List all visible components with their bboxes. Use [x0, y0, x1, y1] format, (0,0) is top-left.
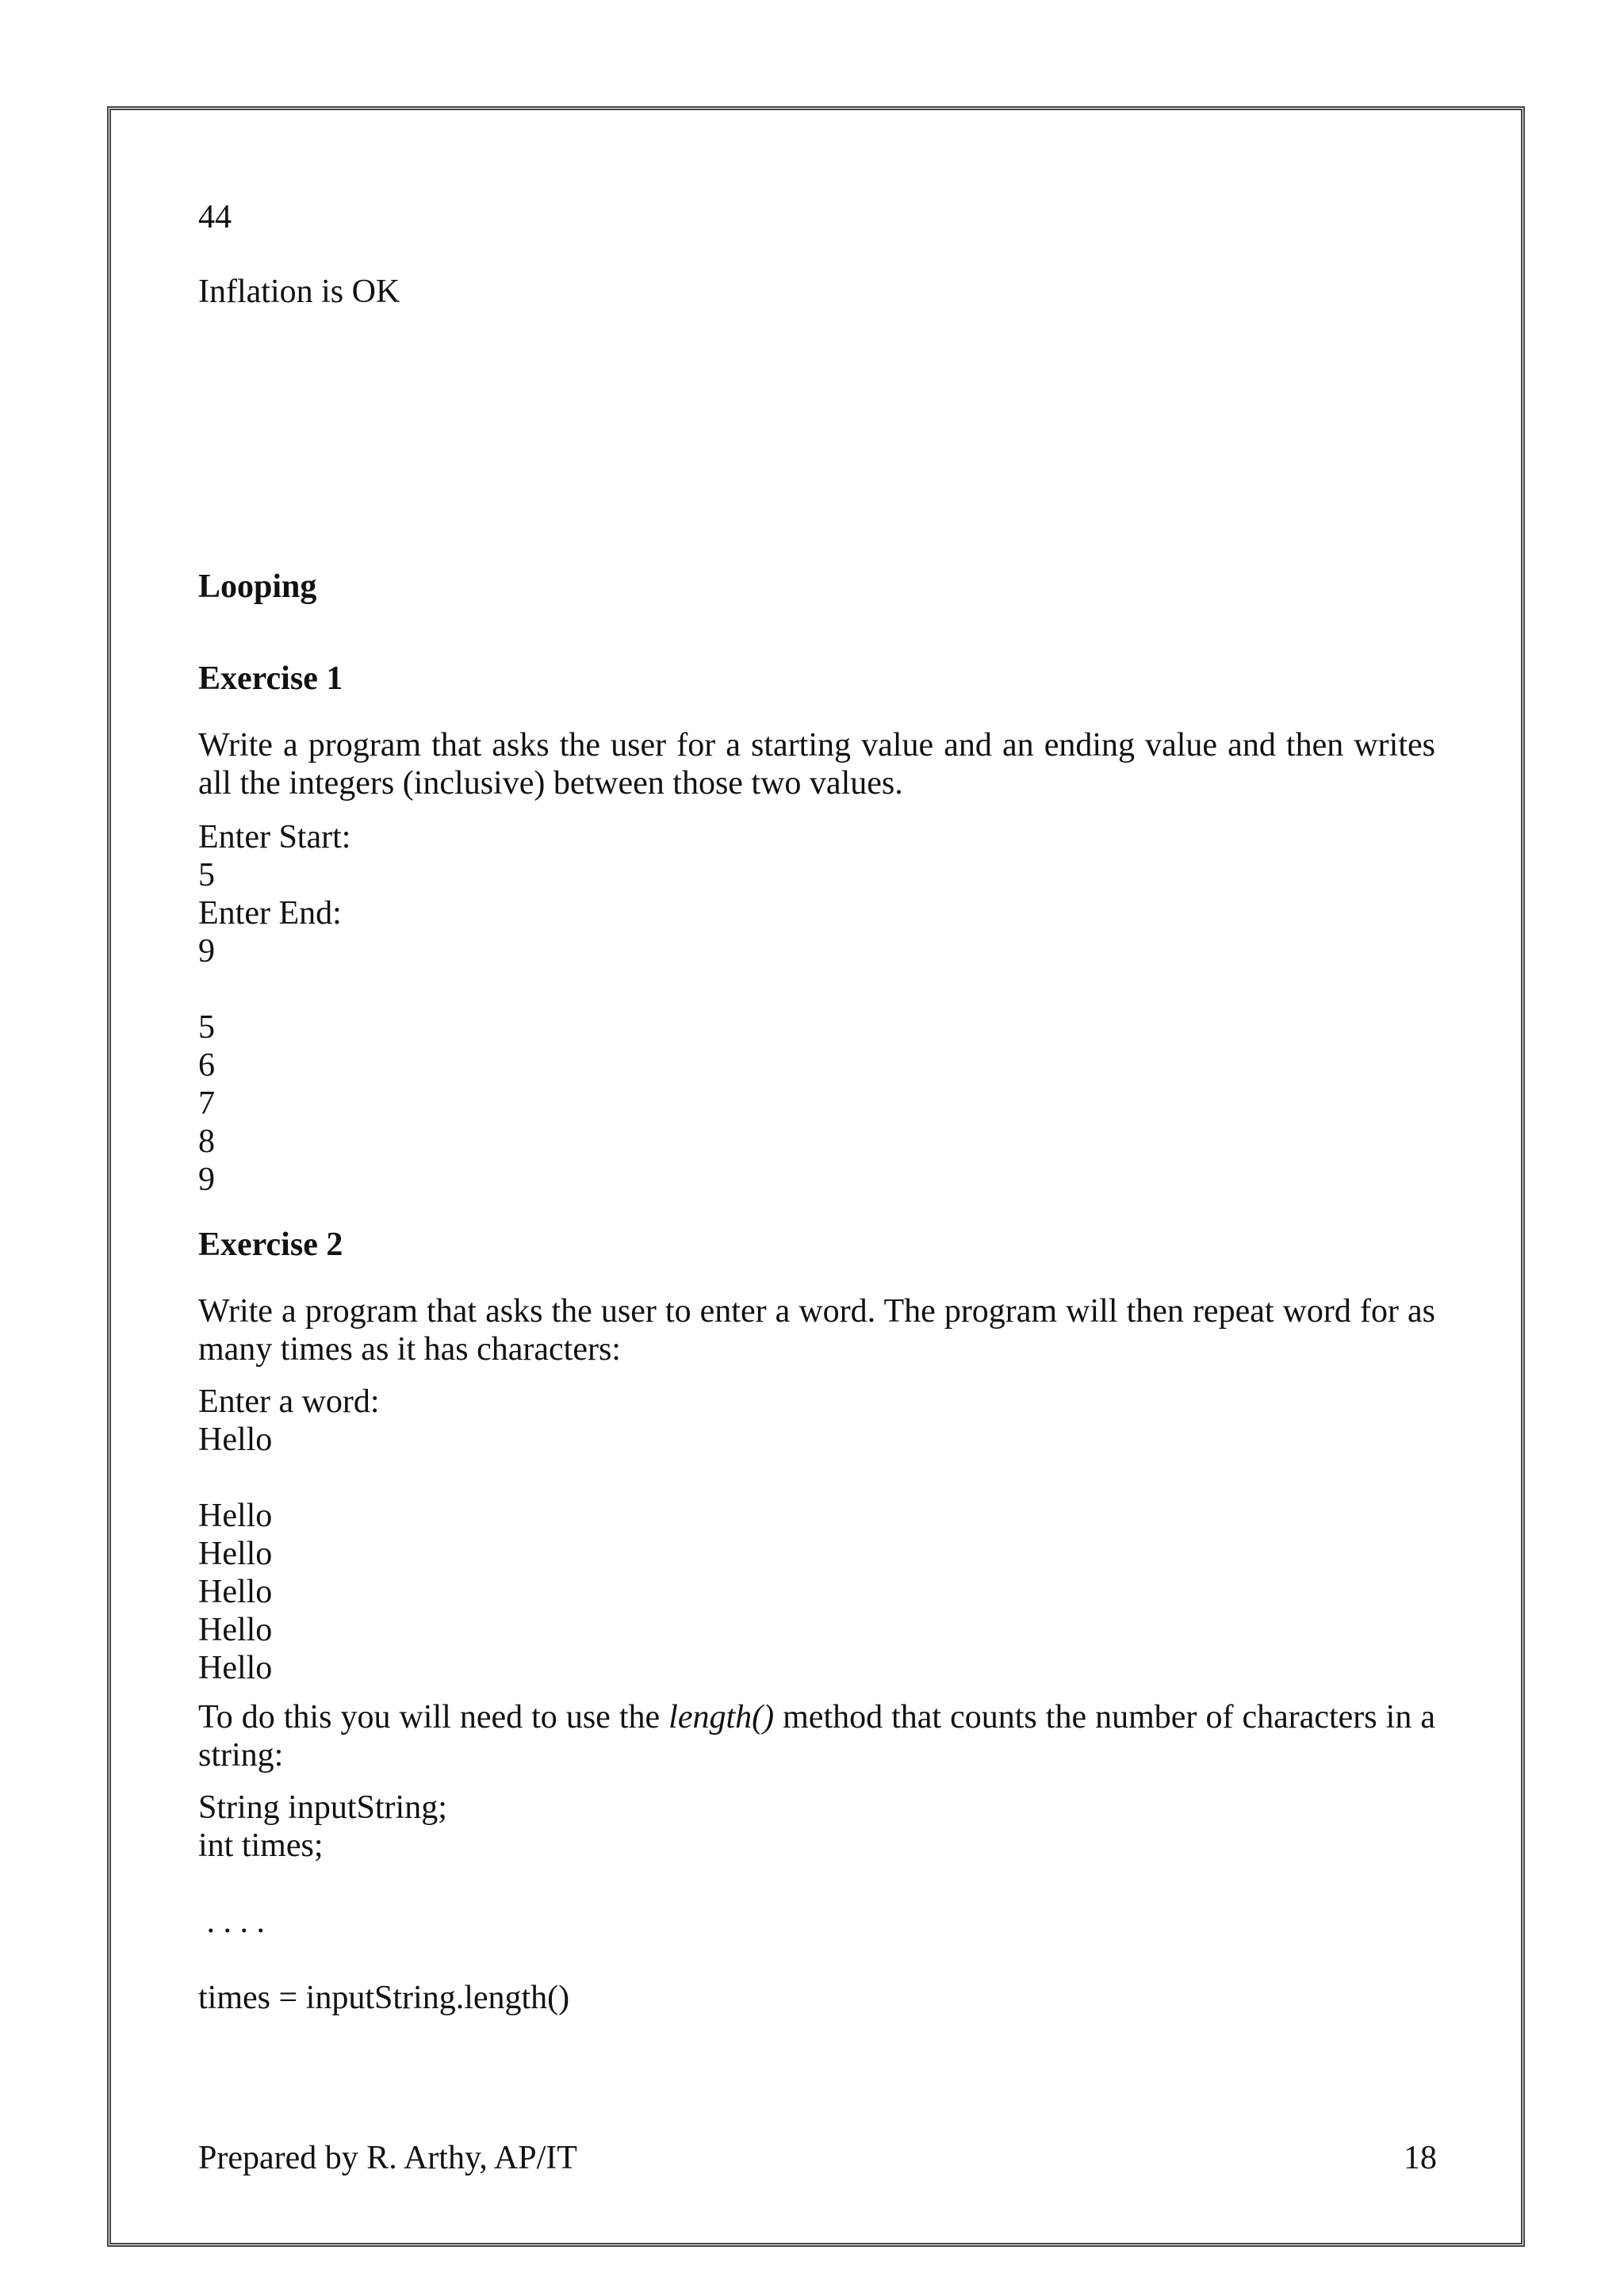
exercise1-description: Write a program that asks the user for a starting value and an ending value and then writes all the integers (inclusive) between those two values.: [198, 727, 1435, 802]
exercise2-heading: Exercise 2: [198, 1226, 343, 1263]
code-line: String inputString;: [198, 1789, 447, 1826]
section-title: Looping: [198, 568, 317, 605]
sample-line: Hello: [198, 1536, 273, 1572]
sample-line: 9: [198, 1161, 215, 1198]
exercise2-description: Write a program that asks the user to enter a word. The program will then repeat word for as many times as it has characters:: [198, 1293, 1435, 1368]
code-line: . . . .: [198, 1904, 265, 1940]
sample-line: 5: [198, 857, 215, 894]
sample-line: 7: [198, 1085, 215, 1122]
sample-line: Hello: [198, 1422, 273, 1458]
code-line: int times;: [198, 1827, 324, 1864]
prev-output-value: 44: [198, 199, 232, 235]
hint-text-after: method that counts the number of characters in a string:: [198, 1699, 1435, 1774]
sample-line: 8: [198, 1123, 215, 1160]
sample-line: Hello: [198, 1574, 273, 1610]
exercise2-hint: [198, 1698, 1435, 1774]
sample-line: Hello: [198, 1498, 273, 1534]
sample-line: Enter a word:: [198, 1383, 380, 1420]
sample-line: Hello: [198, 1650, 273, 1686]
exercise1-heading: Exercise 1: [198, 660, 343, 697]
sample-line: Enter End:: [198, 895, 342, 932]
footer-author: Prepared by R. Arthy, AP/IT: [198, 2140, 577, 2176]
prev-output-message: Inflation is OK: [198, 274, 400, 310]
hint-text-before: To do this you will need to use the: [198, 1699, 669, 1735]
sample-line: Enter Start:: [198, 819, 351, 855]
sample-line: 6: [198, 1047, 215, 1084]
page-border: [107, 106, 1525, 2247]
sample-line: 5: [198, 1009, 215, 1046]
code-line: times = inputString.length(): [198, 1980, 570, 2016]
sample-line: 9: [198, 933, 215, 970]
hint-method-name: length(): [668, 1699, 775, 1735]
footer-page-number: 18: [1404, 2140, 1437, 2176]
sample-line: Hello: [198, 1612, 273, 1648]
